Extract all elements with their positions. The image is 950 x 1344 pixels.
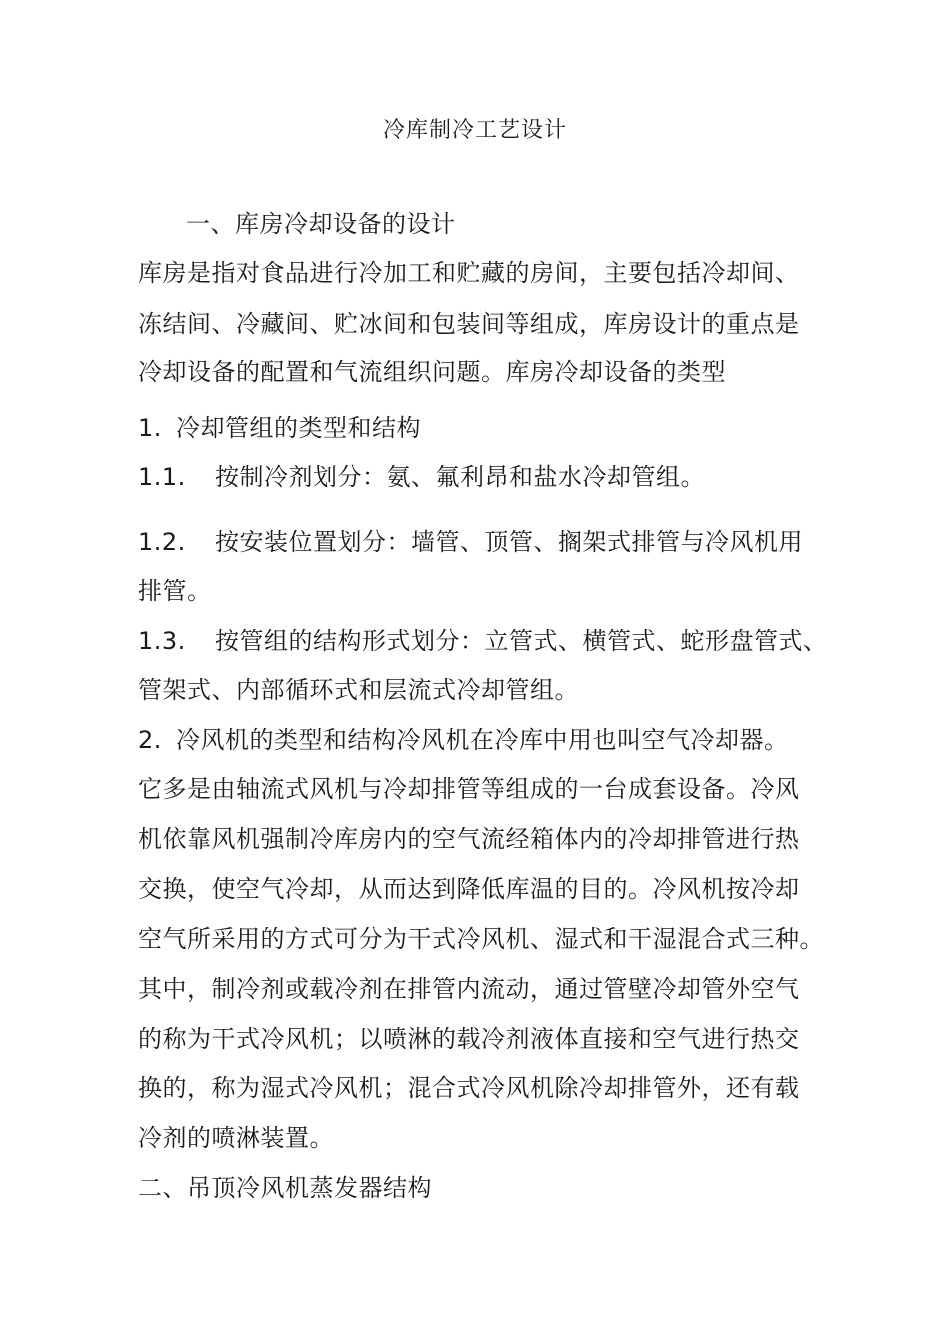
list-item-1-2-number: 1.2. [138,528,186,556]
para-2-line-3: 交换，使空气冷却，从而达到降低库温的目的。冷风机按冷却 [138,875,800,903]
para-2-line-1: 它多是由轴流式风机与冷却排管等组成的一台成套设备。冷风 [138,775,800,803]
para-2-line-6: 的称为干式冷风机；以喷淋的载冷剂液体直接和空气进行热交 [138,1025,800,1053]
intro-line-2: 冻结间、冷藏间、贮冰间和包装间等组成，库房设计的重点是 [138,310,800,338]
list-item-1-text: 冷却管组的类型和结构 [176,414,421,442]
list-item-1-2-text: 按安装位置划分：墙管、顶管、搁架式排管与冷风机用 [215,528,803,556]
list-item-1-3 [138,626,828,656]
para-2-line-4: 空气所采用的方式可分为干式冷风机、湿式和干湿混合式三种。 [138,925,824,953]
list-item-1-1 [138,462,705,492]
list-item-1-3-text: 按管组的结构形式划分：立管式、横管式、蛇形盘管式、 [215,627,828,655]
list-item-1-1-number: 1.1. [138,463,186,491]
para-2-line-7: 换的，称为湿式冷风机；混合式冷风机除冷却排管外，还有载 [138,1074,800,1102]
list-item-1 [138,413,421,443]
document-title: 冷库制冷工艺设计 [382,118,567,143]
section-2-heading: 二、吊顶冷风机蒸发器结构 [138,1174,432,1202]
list-item-2-number: 2. [138,726,162,754]
list-item-1-2 [138,527,803,557]
list-item-1-2-continuation: 排管。 [138,577,212,605]
section-1-heading: 一、库房冷却设备的设计 [186,210,456,238]
para-2-line-5: 其中，制冷剂或载冷剂在排管内流动，通过管壁冷却管外空气 [138,975,800,1003]
list-item-1-3-continuation: 管架式、内部循环式和层流式冷却管组。 [138,676,579,704]
list-item-2-text: 冷风机的类型和结构冷风机在冷库中用也叫空气冷却器。 [176,726,789,754]
list-item-1-3-number: 1.3. [138,627,186,655]
intro-line-3: 冷却设备的配置和气流组织问题。库房冷却设备的类型 [138,358,726,386]
para-2-line-2: 机依靠风机强制冷库房内的空气流经箱体内的冷却排管进行热 [138,825,800,853]
list-item-1-1-text: 按制冷剂划分：氨、氟利昂和盐水冷却管组。 [215,463,705,491]
list-item-1-number: 1. [138,414,162,442]
para-2-line-8: 冷剂的喷淋装置。 [138,1124,334,1152]
list-item-2 [138,725,789,755]
intro-line-1: 库房是指对食品进行冷加工和贮藏的房间，主要包括冷却间、 [138,259,800,287]
